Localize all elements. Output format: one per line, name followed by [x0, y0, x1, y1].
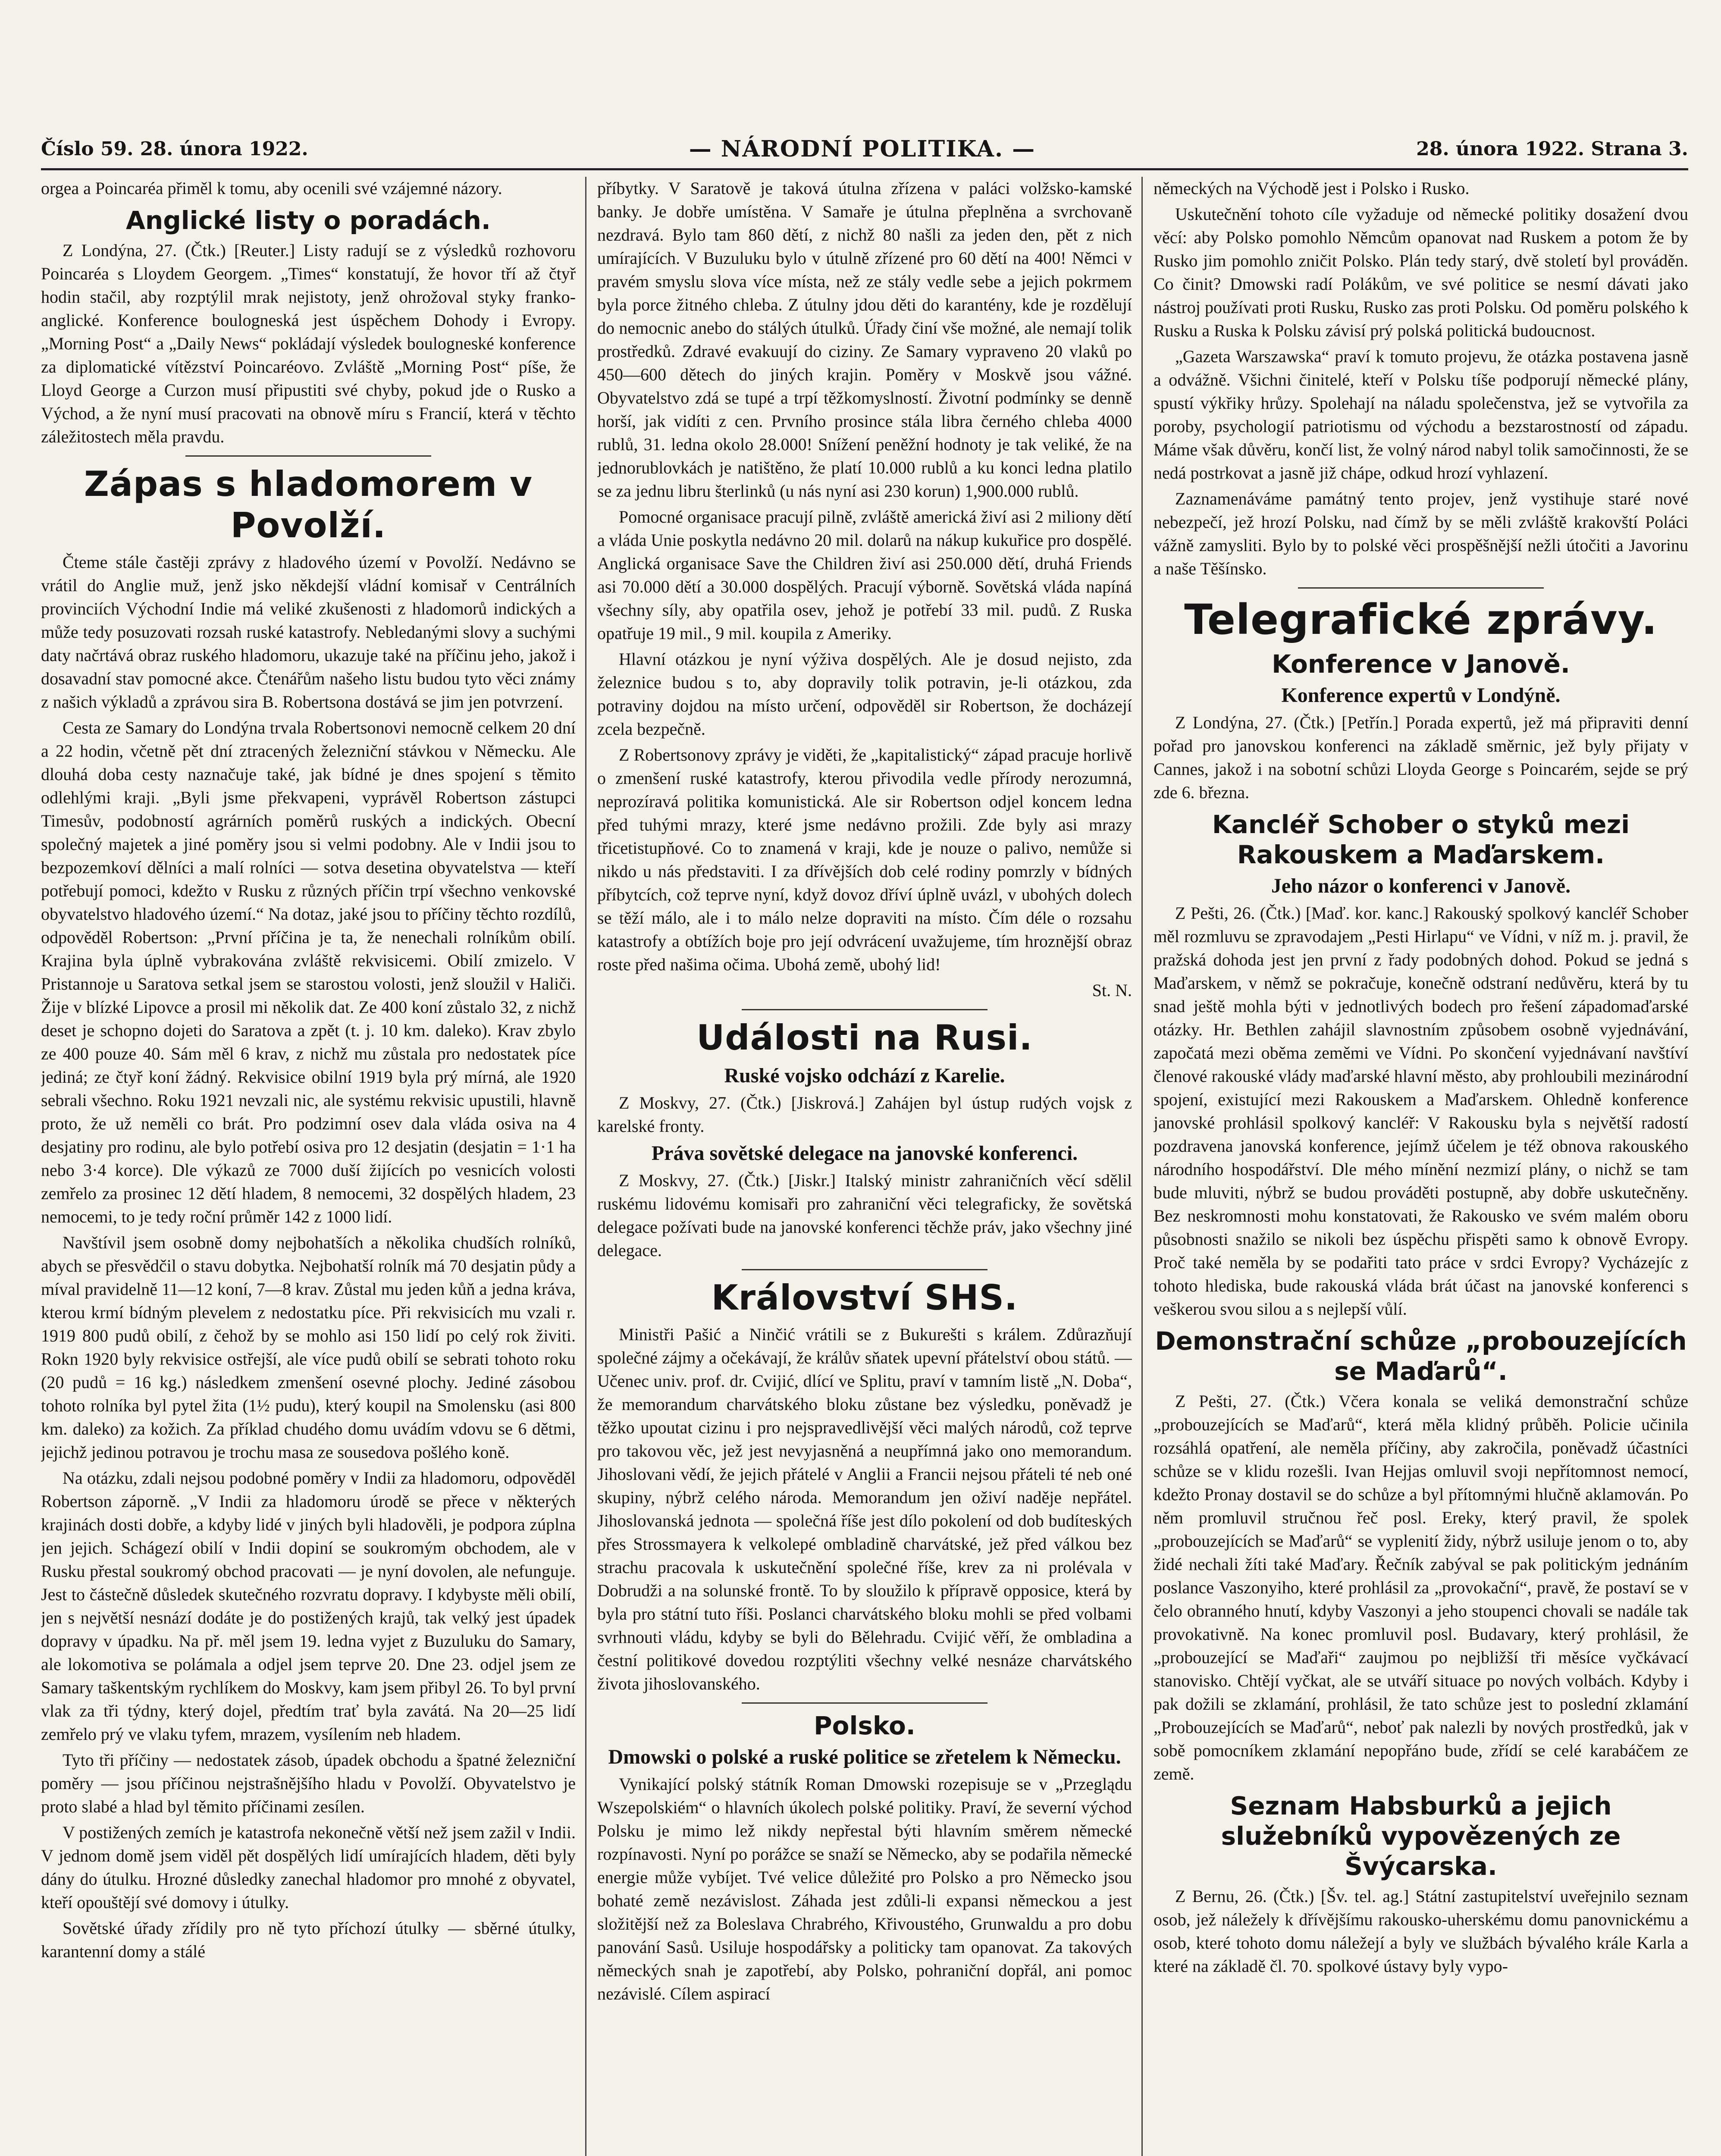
headline-udalosti-na-rusi: Události na Rusi. — [696, 1018, 1033, 1058]
page-number: 28. února 1922. Strana 3. — [1416, 138, 1688, 160]
newspaper-title: — NÁRODNÍ POLITIKA. — — [689, 135, 1036, 162]
paragraph: Uskutečnění tohoto cíle vyžaduje od německé politiky dosažení dvou věcí: aby Polsko pomohlo Němcům opanovat nad Ruskem a potom že by Rusko jim pomohlo zničit Polsko. Plán tedy starý, dvě století byl prováděn. Co činit? Dmowski radí Polákům, ve své politice se nesmí dávati jako nástroj používati proti Rusku, Rusko zas proti Polsku. Od poměru polského k Rusku a Ruska k Polsku závisí prý polská politická budoucnost. — [1154, 204, 1688, 340]
columns — [41, 177, 1688, 2156]
column-divider — [1141, 177, 1143, 2156]
subheadline: Jeho názor o konferenci v Janově. — [1271, 874, 1571, 897]
headline-seznam-habsburku: Seznam Habsburků a jejich služebníků vypovězených ze Švýcarska. — [1221, 1791, 1621, 1881]
paragraph: Z Moskvy, 27. (Čtk.) [Jiskr.] Italský ministr zahraničních věcí sdělil ruskému lidovému komisaři pro zahraniční věci telegraficky, že sovětská delegace požívati bude na janovské konferenci těchže práv, jako všechny jiné delegace. — [597, 1171, 1132, 1260]
paragraph: Z Robertsonovy zprávy je viděti, že „kapitalistický“ západ pracuje horlivě o zmenšení ruské katastrofy, kterou přivodila vedle přírody nerozumná, neprozíravá politika komunistická. Ale sir Robertson odjel koncem ledna před tuhými mrazy, které jsme nedávno prožili. Zde byly asi mrazy třicetistupňové. Co to znamená v kraji, kde je nouze o palivo, nemůže si nikdo u nás představiti. I za dřívějších dob celé rodiny pomrzly v bídných příbytcích, což teprve nyní, když dovoz dříví úplně uvázl, v ubohých dolech se těží málo, ale i to málo nelze dopraviti na místo. Čím déle o rozsahu katastrofy a obtížích boje pro její odvrácení uvažujeme, tím hroznější obraz roste před našima očima. Ubohá země, ubohý lid! — [597, 745, 1132, 974]
headline-kralovstvi-shs: Království SHS. — [711, 1278, 1018, 1318]
subheadline: Konference expertů v Londýně. — [1281, 684, 1561, 707]
paragraph: Z Bernu, 26. (Čtk.) [Šv. tel. ag.] Státní zastupitelství uveřejnilo seznam osob, jež náležely k dřívějšímu rakousko-uherskému domu panovnickému a osob, které tohoto domu náležejí a byly ve službách bývalého krále Karla a které na základě čl. 70. spolkové ústavy byly vypo- — [1154, 1887, 1688, 1976]
headline-kancler-schober: Kancléř Schober o styků mezi Rakouskem a Maďarskem. — [1212, 810, 1630, 869]
column-2 — [597, 177, 1132, 2156]
divider — [185, 455, 431, 457]
paragraph: Čteme stále častěji zprávy z hladového území v Povolží. Nedávno se vrátil do Anglie muž, jenž jsko někdejší vládní komisař v Centrálních provinciích Východní Indie má veliké zkušenosti z hladomorů indických a může tedy posuzovati rozsah ruské katastrofy. Nebledanými slovy a suchými daty načrtává obraz ruského hladomoru, ukazuje také na příčinu jeho, jakož i dosavadní stav pomocné akce. Čtenářům našeho listu budou tyto věci známy z našich výkladů a zprávou sira B. Robertsona dostává se jim jen potvrzení. — [41, 552, 576, 711]
paragraph: „Gazeta Warszawska“ praví k tomuto projevu, že otázka postavena jasně a odvážně. Všichni činitelé, kteří v Polsku tíše podporují německé plány, spustí výkřiky hrůzy. Spolehají na náladu společenstva, jež se vytvořila za poroby, psychologií patriotismu od východu a bezstarostností od západu. Máme však důvěru, končí list, že volný národ nabyl tolik samočinnosti, že se nedá postrkovat a jasně již chápe, odkud hrozí vyhlazení. — [1154, 347, 1688, 483]
paragraph: Z Londýna, 27. (Čtk.) [Reuter.] Listy radují se z výsledků rozhovoru Poincaréa s Lloydem Georgem. „Times“ konstatují, že hovor tří až čtyř hodin stačil, aby rozptýlil mrak nejistoty, jenž ohrožoval styky franko-anglické. Konference boulogneská jest úspěchem Dohody i Evropy. „Morning Post“ a „Daily News“ pokládají výsledek boulogneské konference za diplomatické vítězství Poincaréovo. Zvláště „Morning Post“ píše, že Lloyd George a Curzon musí připustiti své chyby, pokud jde o Rusko a Východ, a že nyní musí pracovati na obnově míru s Francií, která v těchto záležitostech měla pravdu. — [41, 241, 576, 446]
paragraph: Navštívil jsem osobně domy nejbohatších a několika chudších rolníků, abych se přesvědčil o stavu dobytka. Nejbohatší rolník má 70 desjatin půdy a míval pravidelně 11—12 koní, 7—8 krav. Zůstal mu jeden kůň a jedna kráva, kterou krmí bídným plevelem z nedostatku píce. Při rekvisicích mu vzali r. 1919 800 pudů obilí, z čehož by se mohlo asi 150 lidí po celý rok živiti. Rokn 1920 byly rekvisice ostřejší, ale více pudů obilí se sebrati tohoto roku (20 pudů = 16 kg.) následkem zmenšení osevné plochy. Jediné zásobou tohoto rolníka byl pytel žita (1½ pudu), který koupil na Smolensku (asi 800 km. daleko) za kožich. Za příklad chudého domu uvádím vdovu se 6 dětmi, jejichž jedinou potravou je trochu masa ze sousedova pošlého koně. — [41, 1233, 576, 1462]
paragraph: Ministři Pašić a Ninčić vrátili se z Bukurešti s králem. Zdůrazňují společné zájmy a očekávají, že králův sňatek upevní přátelství obou států. — Učenec univ. prof. dr. Cvijić, dlící ve Splitu, praví v tamním listě „N. Doba“, že memorandum charvátského bloku zůstane bez výsledku, poněvadž je těžko upoutat cizinu i pro nejspravedlivější věci malých národů, což teprve pro takovou věc, jež jest nevyjasněná a neupřímná jako ono memorandum. Jihoslovani vědí, že jejich přátelé v Anglii a Francii nejsou přáteli té neb oné skupiny, nýbrž celého národa. Memorandum jen oživí naděje nepřátel. Jihoslovanská jednota — společná říše jest dílo pokolení od dob budíteských přes Strossmayera k velkolepé ombladině charvátské, jež před válkou bez strachu pracovala k uskutečnění společné říše, krev za ni prolévala v Dobrudži a na solunské frontě. To by sloužilo k přípravě opposice, která by byla pro státní tuto říši. Poslanci charvátského bloku mohli se před volbami svrhnouti vládu, kdyby se byli do Bělehradu. Cvijić věří, že ombladina a čestní politikové dovedou rozptýliti všechny velké nesnáze charvátského života jihoslovanského. — [597, 1325, 1132, 1693]
headline-demonstracni-schuze: Demonstrační schůze „probouzejících se Maďarů“. — [1155, 1326, 1687, 1386]
headline-polsko: Polsko. — [814, 1711, 915, 1740]
paragraph: V postižených zemích je katastrofa nekonečně větší než jsem zažil v Indii. V jednom domě jsem viděl pět dospělých lidí umírajících hladem, děti byly dány do útulku. Hrozné důsledky zanechal hladomor pro mnohé z obyvatel, kteří opouštějí své domovy i útulky. — [41, 1823, 576, 1912]
column-1 — [41, 177, 576, 2156]
paragraph: Cesta ze Samary do Londýna trvala Robertsonovi nemocně celkem 20 dní a 22 hodin, včetně pět dní ztracených železniční stávkou v Německu. Ale dlouhá doba cesty naznačuje také, jak bídné je dnes spojení s těmito odlehlými kraji. „Byli jsme překvapeni, vyprávěl Robertson zástupci Timesův, podobností agrárních poměrů ruských a indických. Obecní společný majetek a jiné poměry jsou si velmi podobny. Ale v Indii jsou to bezpozemkoví dělníci a malí rolníci — sotva desetina obyvatelstva — kteří potřebují pomoci, kdežto v Rusku z různých příčin trpí všechno venkovské obyvatelstvo hladového území.“ Na dotaz, jaké jsou to příčiny těchto rozdílů, odpověděl Robertson: „První příčina je ta, že nenechali rolníkům obilí. Krajina byla úplně vybrakována zvláště rekvisicemi. Obilí zmizelo. V Pristannoje u Saratova setkal jsem se starostou volosti, jenž sloužil v Haliči. Žije v blízké Lipovce a prosil mi několik dat. Ze 400 koní zůstalo 32, z nichž deset je schopno dojeti do Saratova a zpět (t. j. 10 km. daleko). Krav zbylo ze 400 pouze 40. Sám měl 6 krav, z nichž mu zůstala pro nedostatek píce jediná; ze čtyř koní žádný. Rekvisice obilní 1919 byla prý mírná, ale 1920 sebrali všechno. Roku 1921 nevzali nic, ale systému rekvisic upustili, hlavně proto, že už neměli co brát. Pro podzimní osev dala vláda osiva na 4 desjatiny pro rodinu, ale bylo potřebí osiva pro 12 desjatin (desjatin = 1·1 ha nebo 3·4 korce). Dle výkazů ze 7000 duší žijících po vesnicích volosti zemřelo za prosinec 12 dětí hladem, 8 nemocemi, 32 dospělých hladem, 23 nemocemi, to je tedy roční průměr 142 z 1000 lidí. — [41, 718, 576, 1226]
paragraph: Z Londýna, 27. (Čtk.) [Petřín.] Porada expertů, jež má připraviti denní pořad pro janovskou konferenci na základě směrnic, jež byly přijaty v Cannes, jakož i na sobotní schůzi Lloyda George s Poincarém, sejde se prý zde 6. března. — [1154, 713, 1688, 802]
paragraph: příbytky. V Saratově je taková útulna zřízena v paláci volžsko-kamské banky. Je dobře umístěna. V Samaře je útulna přeplněna a svrchovaně nezdravá. Bylo tam 860 dětí, z nichž 80 našli za jeden den, pět z nich umírajících. V Buzuluku bylo v útulně zřízené pro 60 dětí na 400! Němci v pravém smyslu slova více místa, než ze stály vedle sebe a jejich pokrmem byla porce žitného chleba. Z útulny jdou děti do karantény, kde je rozdělují do nemocnic anebo do stálých útulků. Úřady činí vše možné, ale nemají tolik prostředků. Zdravé evakuují do ciziny. Ze Samary vypraveno 20 vlaků po 450—600 dětech do jiných krajin. Poměry v Moskvě jsou vážné. Obyvatelstvo zdá se tupé a trpí těžkomyslností. Životní podmínky se denně horší, jak vidíti z cen. Prvního prosince stála libra černého chleba 4000 rublů, 31. ledna okolo 28.000! Snížení peněžní hodnoty je tak veliké, že na jednorublovkách je natištěno, že platí 10.000 rublů a ku konci ledna platilo se za jednu libru šterlinků (u nás nyní asi 230 korun) 1,900.000 rublů. — [597, 179, 1132, 501]
column-divider — [585, 177, 586, 2156]
issue-date: Číslo 59. 28. února 1922. — [41, 138, 308, 160]
headline-zapas-s-hladomorem: Zápas s hladomorem v Povolží. — [84, 464, 533, 545]
subheadline: Dmowski o polské a ruské politice se zřetelem k Německu. — [608, 1745, 1121, 1768]
paragraph: Z Pešti, 27. (Čtk.) Včera konala se veliká demonstrační schůze „probouzejících se Maďarů“, která měla klidný průběh. Policie učinila rozsáhlá opatření, ale neměla příčiny, aby zakročila, poněvadž účastníci schůze se v klidu rozešli. Ivan Hejjas omluvil svoji nepřítomnost nemocí, kdežto Pronay dostavil se do schůze a byl přítomnými hlučně aklamován. Po něm promluvil stručnou řeč posl. Ereky, který pravil, že spolek „probouzejících se Maďarů“ se vyplenití židy, nýbrž usiluje jenom o to, aby židé nechali žíti také Maďary. Řečník zabýval se pak politickým jednáním poslance Vaszonyiho, které prohlásil za „provokační“, pravě, že postaví se v čelo obranného hnutí, kdyby Vaszonyi a jeho stoupenci chovali se nadále tak provokativně. Na konec promluvil posl. Budavary, který prohlásil, že „probouzející se Maďaři“ zaujmou po nejbližší tři měsíce vyčkávací stanovisko. Chtějí vyčkat, ale se utváří situace po nových volbách. Kdyby i pak dožili se zklamání, prohlásil, že tato schůze jest to poslední zklamání „Probouzejících se Maďarů“, neboť pak nalezli by nových prostředků, jak v sobě pomocníkem zklamání nepopřáno bude, zřídí se celé karabáčem ze země. — [1154, 1391, 1688, 1783]
paragraph: Z Pešti, 26. (Čtk.) [Maď. kor. kanc.] Rakouský spolkový kancléř Schober měl rozmluvu se zpravodajem „Pesti Hirlapu“ ve Vídni, v níž m. j. pravil, že pražská dohoda jest jen první z řady podobných dohod. Pokud se jedná s Maďarskem, v němž se pokračuje, konečně odstraní nedůvěru, která by tu snad ještě mohla býti v jednotlivých bodech pro řešení západomaďarské otázky. Hr. Bethlen zahájil slavnostním způsobem osobně vyjednávání, započatá mezi oběma zeměmi ve Vídni. Po skončení vyjednávaní navštíví členové rakouské vlády maďarské hlavní město, aby prohloubili mezinárodní spojení, existující mezi Rakouskem a Maďarskem. Ohledně konference janovské prohlásil spolkový kancléř: V Rakousku byla s největší radostí pozdravena janovská konference, jejímž účelem je též obnova rakouského národního hospodářství. Dle mého mínění nezmizí plány, o nichž se tam bude mluviti, nýbrž se budou prováděti postupně, aby dobře uskutečněny. Bez neskromnosti mohu konstatovati, že Rakousko ve svém malém oboru působnosti snažilo se nikoli bez úspěchu přispěti samo k obnově Evropy. Proč také neměla by se podařiti tato práce v srdci Evropy? Vycházejíc z tohoto hlediska, bude rakouská vláda brát účast na janovské konferenci s veškerou svou silou a s nejlepší vůlí. — [1154, 903, 1688, 1319]
paragraph: Pomocné organisace pracují pilně, zvláště americká živí asi 2 miliony dětí a vláda Unie poskytla nedávno 20 mil. dolarů na nákup kukuřice pro dospělé. Anglická organisace Save the Children živí asi 250.000 dětí, druhá Friends asi 70.000 dětí a 30.000 dospělých. Pracují výborně. Sovětská vláda napíná všechny síly, aby opatřila osev, jehož je potřebí 33 mil. pudů. Z Ruska opatřuje 19 mil., 9 mil. koupila z Ameriky. — [597, 507, 1132, 643]
headline-telegraficke-zpravy: Telegrafické zprávy. — [1184, 595, 1658, 644]
masthead — [41, 129, 1688, 170]
paragraph: Tyto tři příčiny — nedostatek zásob, úpadek obchodu a špatné železniční poměry — jsou příčinou nejstrašnějšího hladu v Povolží. Obyvatelstvo je proto slabé a hlad byl těmito příčinami zesílen. — [41, 1750, 576, 1816]
column-3 — [1154, 177, 1688, 2156]
paragraph: Z Moskvy, 27. (Čtk.) [Jiskrová.] Zahájen byl ústup rudých vojsk z karelské fronty. — [597, 1093, 1132, 1136]
headline-anglicke-listy: Anglické listy o poradách. — [126, 206, 491, 235]
divider — [742, 1009, 987, 1010]
divider — [1298, 587, 1544, 589]
paragraph: Hlavní otázkou je nyní výživa dospělých. Ale je dosud nejisto, zda železnice budou s to, aby dopravily tolik potravin, je-li otázkou, zda potraviny dojdou na místo určení, odpověděl sir Robertson, že docházejí zcela bezpečně. — [597, 649, 1132, 739]
article-continuation: německých na Východě jest i Polsko i Rusko. — [1154, 179, 1470, 198]
subheadline: Ruské vojsko odchází z Karelie. — [724, 1064, 1005, 1087]
divider — [742, 1702, 987, 1704]
paragraph: Na otázku, zdali nejsou podobné poměry v Indii za hladomoru, odpověděl Robertson záporně. „V Indii za hladomoru úrodě se přece v některých krajinách dosti dobře, a kdyby lidé v jiných byli hladověli, je podpora zúplna jen jejich. Schágezí obilí v Indii dopiní se soukromým obchodem, ale v Rusku přestal soukromý obchod pracovati — je nyní dovolen, ale nefunguje. Jest to částečně důsledek skutečného rozvratu dopravy. I kdybyste měli obilí, jen s největší nesnází dodáte je do postižených krajů, tak velký jest úpadek dopravy v úpadku. Na př. měl jsem 19. ledna vyjet z Buzuluku do Samary, ale lokomotiva se polámala a odjel jsem teprve 20. Dne 23. odjel jsem ze Samary taškentským rychlíkem do Moskvy, kam jsem přibyl 26. To byl první vlak za tři týdny, který dojel, předtím trať byla zavátá. Na 20—25 lidí zemřelo prý ve vlaku tyfem, mrazem, vysílením neb hladem. — [41, 1468, 576, 1744]
paragraph: Zaznamenáváme památný tento projev, jenž vystihuje staré nové nebezpečí, jež hrozí Polsku, nad čímž by se měli zvláště krakovští Poláci vážně zamysliti. Bylo by to polské věci prospěšnější nežli útočiti a Javorinu a naše Těšínsko. — [1154, 489, 1688, 578]
article-continuation: orgea a Poincaréa přiměl k tomu, aby ocenili své vzájemné názory. — [41, 179, 502, 198]
divider — [742, 1269, 987, 1270]
paragraph: Sovětské úřady zřídily pro ně tyto příchozí útulky — sběrné útulky, karantenní domy a stálé — [41, 1918, 576, 1961]
author-signature: St. N. — [1092, 981, 1132, 1000]
subheadline: Konference v Janově. — [1272, 649, 1570, 679]
paragraph: Vynikající polský státník Roman Dmowski rozepisuje se v „Przeglądu Wszepolskiém“ o hlavních úkolech polské politiky. Praví, že severní východ Polsku je mimo lež nikdy nepřestal býti hlavním směrem německé rozpínavosti. Nyní po porážce se snaží se Německo, aby se podařila německé energie může vybíjet. Tvé velice důležité pro Polsko a pro Německo jsou bohaté země nezávislost. Záhada jest zdůli-li expansi německou a jest složitější než za Boleslava Chrabrého, Křivoustého, Grunwaldu a pro dobu panování Sasů. Usiluje hospodářsky a politicky tam opanovat. Za takových německých snah je zapotřebí, aby Polsko, pohraniční dopřál, ani pomoc nezávislé. Cílem aspirací — [597, 1774, 1132, 2003]
subheadline: Práva sovětské delegace na janovské konferenci. — [651, 1142, 1078, 1165]
